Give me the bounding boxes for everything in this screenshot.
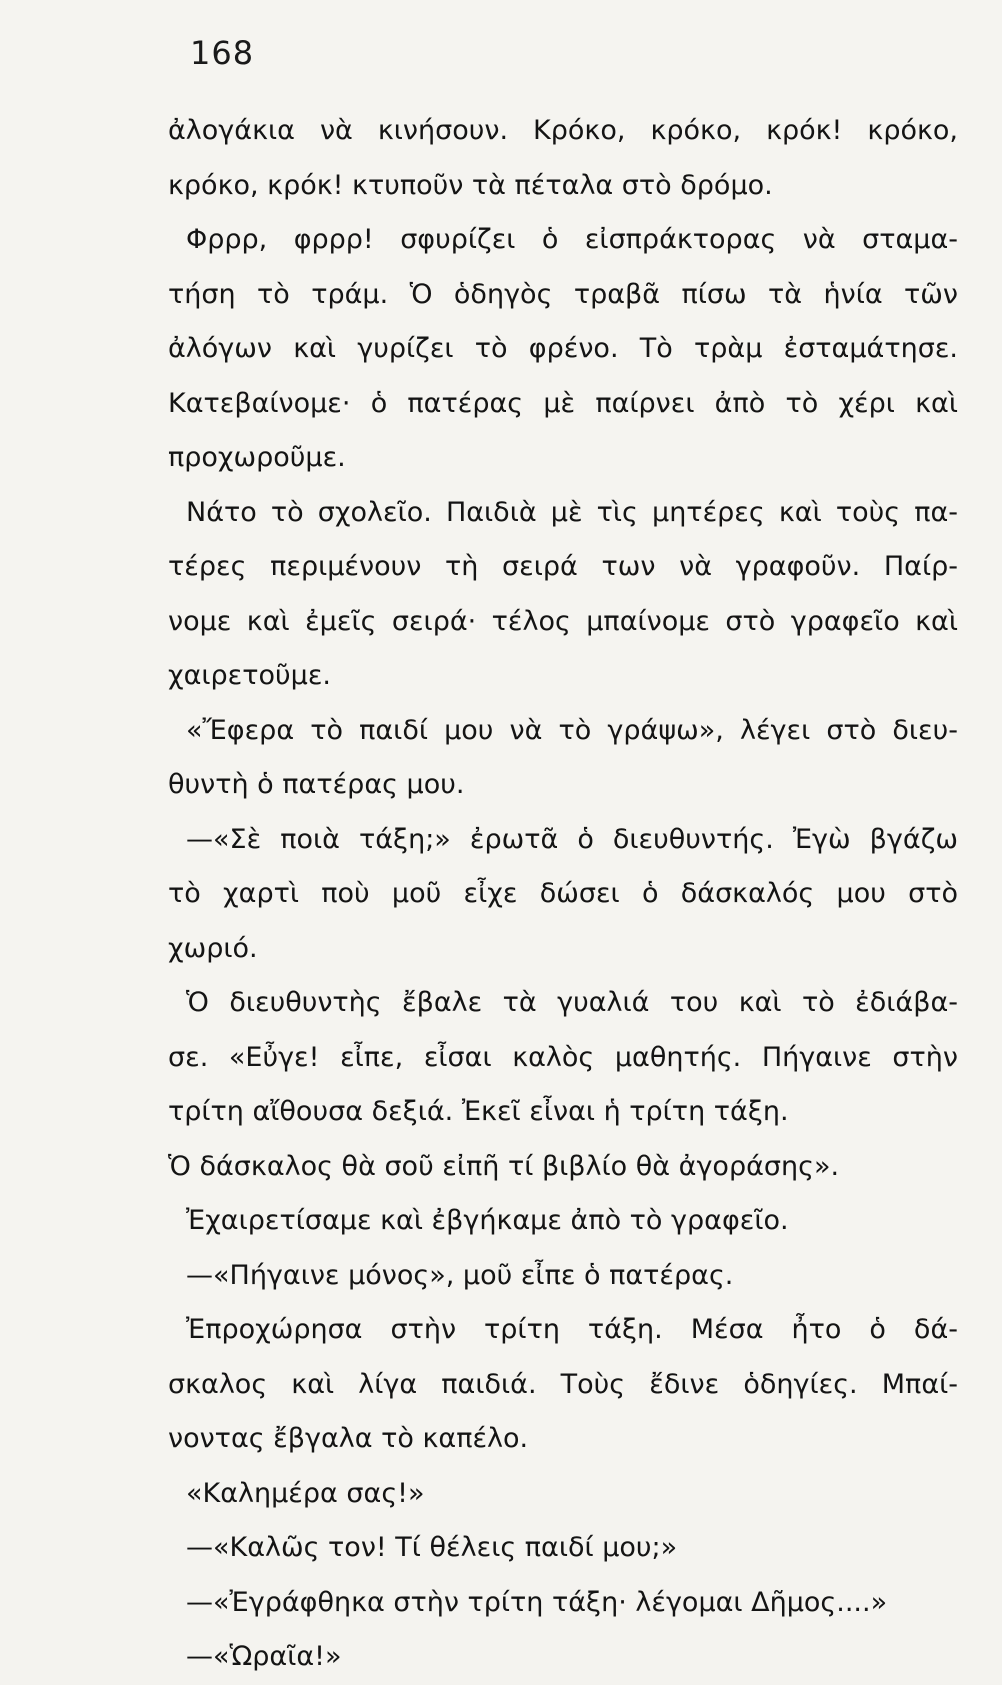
body-text xyxy=(168,104,958,1685)
text-line: —«Πήγαινε μόνος», μοῦ εἶπε ὁ πατέρας. xyxy=(186,1259,734,1291)
text-line: Ὁ δάσκαλος θὰ σοῦ εἰπῆ τί βιβλίο θὰ ἀγοράσης». xyxy=(168,1150,840,1182)
text-line: Νάτο τὸ σχολεῖο. Παιδιὰ μὲ τὶς μητέρες καὶ τοὺς πα- xyxy=(186,496,958,528)
text-line: χαιρετοῦμε. xyxy=(168,660,332,691)
text-line: Κατεβαίνομε· ὁ πατέρας μὲ παίρνει ἀπὸ τὸ χέρι καὶ xyxy=(168,387,958,419)
text-line: Ὁ διευθυντὴς ἔβαλε τὰ γυαλιά του καὶ τὸ ἐδιάβα- xyxy=(186,987,958,1018)
page-number: 168 xyxy=(190,34,255,72)
text-line: —«Σὲ ποιὰ τάξη;» ἐρωτᾶ ὁ διευθυντής. Ἐγὼ βγάζω xyxy=(186,823,958,855)
text-line: Ἐχαιρετίσαμε καὶ ἐβγήκαμε ἀπὸ τὸ γραφεῖο. xyxy=(186,1205,789,1236)
text-line: Ἐπροχώρησα στὴν τρίτη τάξη. Μέσα ἦτο ὁ δά- xyxy=(186,1314,958,1345)
text-line: τὸ χαρτὶ ποὺ μοῦ εἶχε δώσει ὁ δάσκαλός μου στὸ xyxy=(168,878,958,909)
text-line: σε. «Εὖγε! εἶπε, εἶσαι καλὸς μαθητής. Πήγαινε στὴν xyxy=(168,1041,958,1073)
text-line: Φρρρ, φρρρ! σφυρίζει ὁ εἰσπράκτορας νὰ σταμα- xyxy=(186,224,958,255)
text-line: —«Καλῶς τον! Τί θέλεις παιδί μου;» xyxy=(186,1532,678,1563)
text-line: τρίτη αἴθουσα δεξιά. Ἐκεῖ εἶναι ἡ τρίτη τάξη. xyxy=(168,1096,789,1127)
text-line: θυντὴ ὁ πατέρας μου. xyxy=(168,769,465,800)
text-line: σκαλος καὶ λίγα παιδιά. Τοὺς ἔδινε ὁδηγίες. Μπαί- xyxy=(168,1368,958,1400)
text-line: τήση τὸ τράμ. Ὁ ὁδηγὸς τραβᾶ πίσω τὰ ἡνία τῶν xyxy=(168,278,958,310)
text-line: ἀλόγων καὶ γυρίζει τὸ φρένο. Τὸ τρὰμ ἐσταμάτησε. xyxy=(168,333,958,364)
text-line: χωριό. xyxy=(168,932,258,964)
text-line: προχωροῦμε. xyxy=(168,442,346,473)
text-line: —«Ὡραῖα!» xyxy=(186,1641,342,1672)
text-line: «Ἔφερα τὸ παιδί μου νὰ τὸ γράψω», λέγει στὸ διευ- xyxy=(186,714,958,746)
text-line: —«Ἐγράφθηκα στὴν τρίτη τάξη· λέγομαι Δῆμος....» xyxy=(186,1586,888,1618)
text-line: τέρες περιμένουν τὴ σειρά των νὰ γραφοῦν. Παίρ- xyxy=(168,551,958,582)
text-line: κρόκο, κρόκ! κτυποῦν τὰ πέταλα στὸ δρόμο. xyxy=(168,169,773,201)
text-line: νομε καὶ ἐμεῖς σειρά· τέλος μπαίνομε στὸ γραφεῖο καὶ xyxy=(168,605,958,637)
text-line: «Καλημέρα σας!» xyxy=(186,1477,425,1509)
text-line: ἀλογάκια νὰ κινήσουν. Κρόκο, κρόκο, κρόκ! κρόκο, xyxy=(168,115,958,146)
text-line: νοντας ἔβγαλα τὸ καπέλο. xyxy=(168,1423,529,1454)
